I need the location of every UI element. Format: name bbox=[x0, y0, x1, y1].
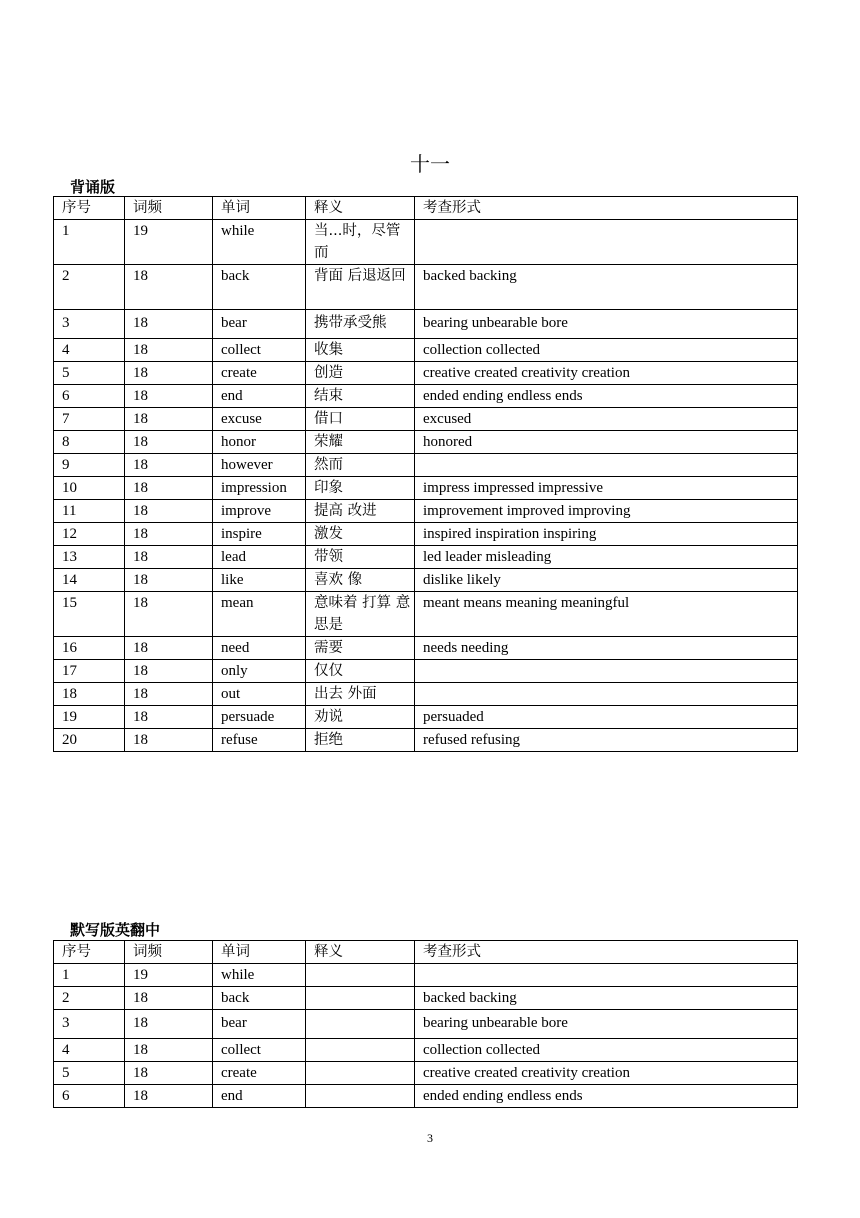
cell-forms: creative created creativity creation bbox=[415, 362, 798, 385]
header-forms: 考查形式 bbox=[415, 941, 798, 964]
table-header-row bbox=[54, 197, 798, 220]
cell-meaning bbox=[306, 1039, 415, 1062]
cell-no: 2 bbox=[54, 987, 125, 1010]
cell-freq: 18 bbox=[125, 385, 213, 408]
cell-freq: 18 bbox=[125, 339, 213, 362]
cell-forms: persuaded bbox=[415, 706, 798, 729]
table-row bbox=[54, 1062, 798, 1085]
cell-no: 5 bbox=[54, 362, 125, 385]
table-row bbox=[54, 964, 798, 987]
cell-meaning: 创造 bbox=[306, 362, 415, 385]
vocab-table-dictation bbox=[53, 940, 798, 1108]
cell-no: 13 bbox=[54, 546, 125, 569]
cell-word: need bbox=[213, 637, 306, 660]
header-freq: 词频 bbox=[125, 941, 213, 964]
cell-forms: excused bbox=[415, 408, 798, 431]
cell-forms: meant means meaning meaningful bbox=[415, 592, 798, 637]
table-row bbox=[54, 310, 798, 339]
cell-word: create bbox=[213, 1062, 306, 1085]
header-no: 序号 bbox=[54, 197, 125, 220]
cell-no: 6 bbox=[54, 1085, 125, 1108]
cell-no: 4 bbox=[54, 339, 125, 362]
cell-word: excuse bbox=[213, 408, 306, 431]
table-row bbox=[54, 683, 798, 706]
cell-freq: 18 bbox=[125, 637, 213, 660]
cell-word: improve bbox=[213, 500, 306, 523]
cell-word: refuse bbox=[213, 729, 306, 752]
cell-no: 8 bbox=[54, 431, 125, 454]
cell-forms: backed backing bbox=[415, 987, 798, 1010]
cell-forms bbox=[415, 683, 798, 706]
table-row bbox=[54, 1039, 798, 1062]
cell-meaning: 荣耀 bbox=[306, 431, 415, 454]
cell-no: 16 bbox=[54, 637, 125, 660]
cell-meaning: 激发 bbox=[306, 523, 415, 546]
cell-forms: ended ending endless ends bbox=[415, 1085, 798, 1108]
cell-freq: 18 bbox=[125, 408, 213, 431]
table-row bbox=[54, 339, 798, 362]
cell-no: 19 bbox=[54, 706, 125, 729]
table-row bbox=[54, 523, 798, 546]
cell-freq: 18 bbox=[125, 1085, 213, 1108]
cell-freq: 18 bbox=[125, 265, 213, 310]
cell-freq: 18 bbox=[125, 546, 213, 569]
cell-no: 11 bbox=[54, 500, 125, 523]
cell-meaning bbox=[306, 1010, 415, 1039]
cell-forms: refused refusing bbox=[415, 729, 798, 752]
cell-forms: backed backing bbox=[415, 265, 798, 310]
table-row bbox=[54, 546, 798, 569]
cell-meaning: 出去 外面 bbox=[306, 683, 415, 706]
cell-word: mean bbox=[213, 592, 306, 637]
cell-meaning: 结束 bbox=[306, 385, 415, 408]
cell-freq: 18 bbox=[125, 477, 213, 500]
cell-forms: dislike likely bbox=[415, 569, 798, 592]
header-word: 单词 bbox=[213, 197, 306, 220]
cell-forms: impress impressed impressive bbox=[415, 477, 798, 500]
cell-no: 10 bbox=[54, 477, 125, 500]
cell-meaning: 劝说 bbox=[306, 706, 415, 729]
cell-no: 12 bbox=[54, 523, 125, 546]
cell-meaning bbox=[306, 987, 415, 1010]
table-row bbox=[54, 729, 798, 752]
table-row bbox=[54, 592, 798, 637]
section-title-recite: 背诵版 bbox=[70, 178, 116, 196]
table-row bbox=[54, 1010, 798, 1039]
cell-word: out bbox=[213, 683, 306, 706]
cell-freq: 18 bbox=[125, 431, 213, 454]
cell-meaning: 印象 bbox=[306, 477, 415, 500]
cell-forms bbox=[415, 454, 798, 477]
cell-word: while bbox=[213, 220, 306, 265]
cell-word: end bbox=[213, 1085, 306, 1108]
page-number: 3 bbox=[427, 1131, 433, 1145]
cell-no: 14 bbox=[54, 569, 125, 592]
cell-meaning: 收集 bbox=[306, 339, 415, 362]
cell-meaning: 带领 bbox=[306, 546, 415, 569]
cell-no: 3 bbox=[54, 1010, 125, 1039]
cell-meaning: 然而 bbox=[306, 454, 415, 477]
cell-freq: 19 bbox=[125, 220, 213, 265]
cell-no: 4 bbox=[54, 1039, 125, 1062]
table-row bbox=[54, 265, 798, 310]
cell-forms: bearing unbearable bore bbox=[415, 1010, 798, 1039]
cell-word: impression bbox=[213, 477, 306, 500]
cell-no: 2 bbox=[54, 265, 125, 310]
cell-word: bear bbox=[213, 1010, 306, 1039]
cell-meaning: 仅仅 bbox=[306, 660, 415, 683]
cell-freq: 18 bbox=[125, 706, 213, 729]
cell-word: collect bbox=[213, 339, 306, 362]
header-forms: 考查形式 bbox=[415, 197, 798, 220]
section-title-dictation: 默写版英翻中 bbox=[70, 921, 161, 939]
cell-freq: 18 bbox=[125, 362, 213, 385]
cell-forms bbox=[415, 964, 798, 987]
cell-meaning: 意味着 打算 意思是 bbox=[306, 592, 415, 637]
cell-freq: 18 bbox=[125, 454, 213, 477]
header-no: 序号 bbox=[54, 941, 125, 964]
cell-no: 20 bbox=[54, 729, 125, 752]
cell-meaning bbox=[306, 964, 415, 987]
cell-meaning: 借口 bbox=[306, 408, 415, 431]
cell-word: create bbox=[213, 362, 306, 385]
table-row bbox=[54, 637, 798, 660]
cell-no: 3 bbox=[54, 310, 125, 339]
cell-no: 18 bbox=[54, 683, 125, 706]
cell-freq: 18 bbox=[125, 729, 213, 752]
cell-forms: inspired inspiration inspiring bbox=[415, 523, 798, 546]
cell-forms: bearing unbearable bore bbox=[415, 310, 798, 339]
table-row bbox=[54, 385, 798, 408]
header-meaning: 释义 bbox=[306, 941, 415, 964]
header-freq: 词频 bbox=[125, 197, 213, 220]
cell-freq: 18 bbox=[125, 1039, 213, 1062]
table-row bbox=[54, 706, 798, 729]
cell-forms: needs needing bbox=[415, 637, 798, 660]
cell-freq: 18 bbox=[125, 523, 213, 546]
table-row bbox=[54, 454, 798, 477]
cell-meaning: 喜欢 像 bbox=[306, 569, 415, 592]
table-row bbox=[54, 408, 798, 431]
cell-no: 7 bbox=[54, 408, 125, 431]
cell-freq: 18 bbox=[125, 987, 213, 1010]
cell-meaning bbox=[306, 1062, 415, 1085]
table-row bbox=[54, 500, 798, 523]
cell-forms: collection collected bbox=[415, 1039, 798, 1062]
table-row bbox=[54, 1085, 798, 1108]
cell-freq: 19 bbox=[125, 964, 213, 987]
cell-word: lead bbox=[213, 546, 306, 569]
table-row bbox=[54, 569, 798, 592]
cell-forms: collection collected bbox=[415, 339, 798, 362]
cell-no: 6 bbox=[54, 385, 125, 408]
table-row bbox=[54, 220, 798, 265]
table-row bbox=[54, 362, 798, 385]
cell-freq: 18 bbox=[125, 660, 213, 683]
cell-no: 1 bbox=[54, 220, 125, 265]
table-row bbox=[54, 987, 798, 1010]
cell-meaning: 拒绝 bbox=[306, 729, 415, 752]
cell-word: inspire bbox=[213, 523, 306, 546]
cell-forms bbox=[415, 660, 798, 683]
cell-word: like bbox=[213, 569, 306, 592]
cell-word: bear bbox=[213, 310, 306, 339]
cell-forms: led leader misleading bbox=[415, 546, 798, 569]
cell-no: 1 bbox=[54, 964, 125, 987]
header-meaning: 释义 bbox=[306, 197, 415, 220]
cell-word: end bbox=[213, 385, 306, 408]
cell-word: collect bbox=[213, 1039, 306, 1062]
cell-word: however bbox=[213, 454, 306, 477]
cell-no: 17 bbox=[54, 660, 125, 683]
cell-meaning: 需要 bbox=[306, 637, 415, 660]
cell-freq: 18 bbox=[125, 500, 213, 523]
cell-forms: honored bbox=[415, 431, 798, 454]
cell-meaning: 提高 改进 bbox=[306, 500, 415, 523]
cell-word: back bbox=[213, 265, 306, 310]
cell-freq: 18 bbox=[125, 683, 213, 706]
table-header-row bbox=[54, 941, 798, 964]
cell-freq: 18 bbox=[125, 592, 213, 637]
table-row bbox=[54, 660, 798, 683]
cell-word: while bbox=[213, 964, 306, 987]
cell-word: persuade bbox=[213, 706, 306, 729]
cell-forms: creative created creativity creation bbox=[415, 1062, 798, 1085]
cell-meaning bbox=[306, 1085, 415, 1108]
table-row bbox=[54, 477, 798, 500]
cell-forms bbox=[415, 220, 798, 265]
cell-meaning: 携带承受熊 bbox=[306, 310, 415, 339]
vocab-table-recite bbox=[53, 196, 798, 752]
cell-forms: improvement improved improving bbox=[415, 500, 798, 523]
cell-freq: 18 bbox=[125, 569, 213, 592]
cell-meaning: 当...时，尽管而 bbox=[306, 220, 415, 265]
table-row bbox=[54, 431, 798, 454]
cell-no: 5 bbox=[54, 1062, 125, 1085]
cell-forms: ended ending endless ends bbox=[415, 385, 798, 408]
cell-no: 15 bbox=[54, 592, 125, 637]
cell-word: back bbox=[213, 987, 306, 1010]
cell-word: only bbox=[213, 660, 306, 683]
cell-freq: 18 bbox=[125, 1010, 213, 1039]
page-title: 十一 bbox=[410, 152, 450, 176]
cell-meaning: 背面 后退返回 bbox=[306, 265, 415, 310]
header-word: 单词 bbox=[213, 941, 306, 964]
cell-word: honor bbox=[213, 431, 306, 454]
cell-freq: 18 bbox=[125, 1062, 213, 1085]
cell-freq: 18 bbox=[125, 310, 213, 339]
cell-no: 9 bbox=[54, 454, 125, 477]
